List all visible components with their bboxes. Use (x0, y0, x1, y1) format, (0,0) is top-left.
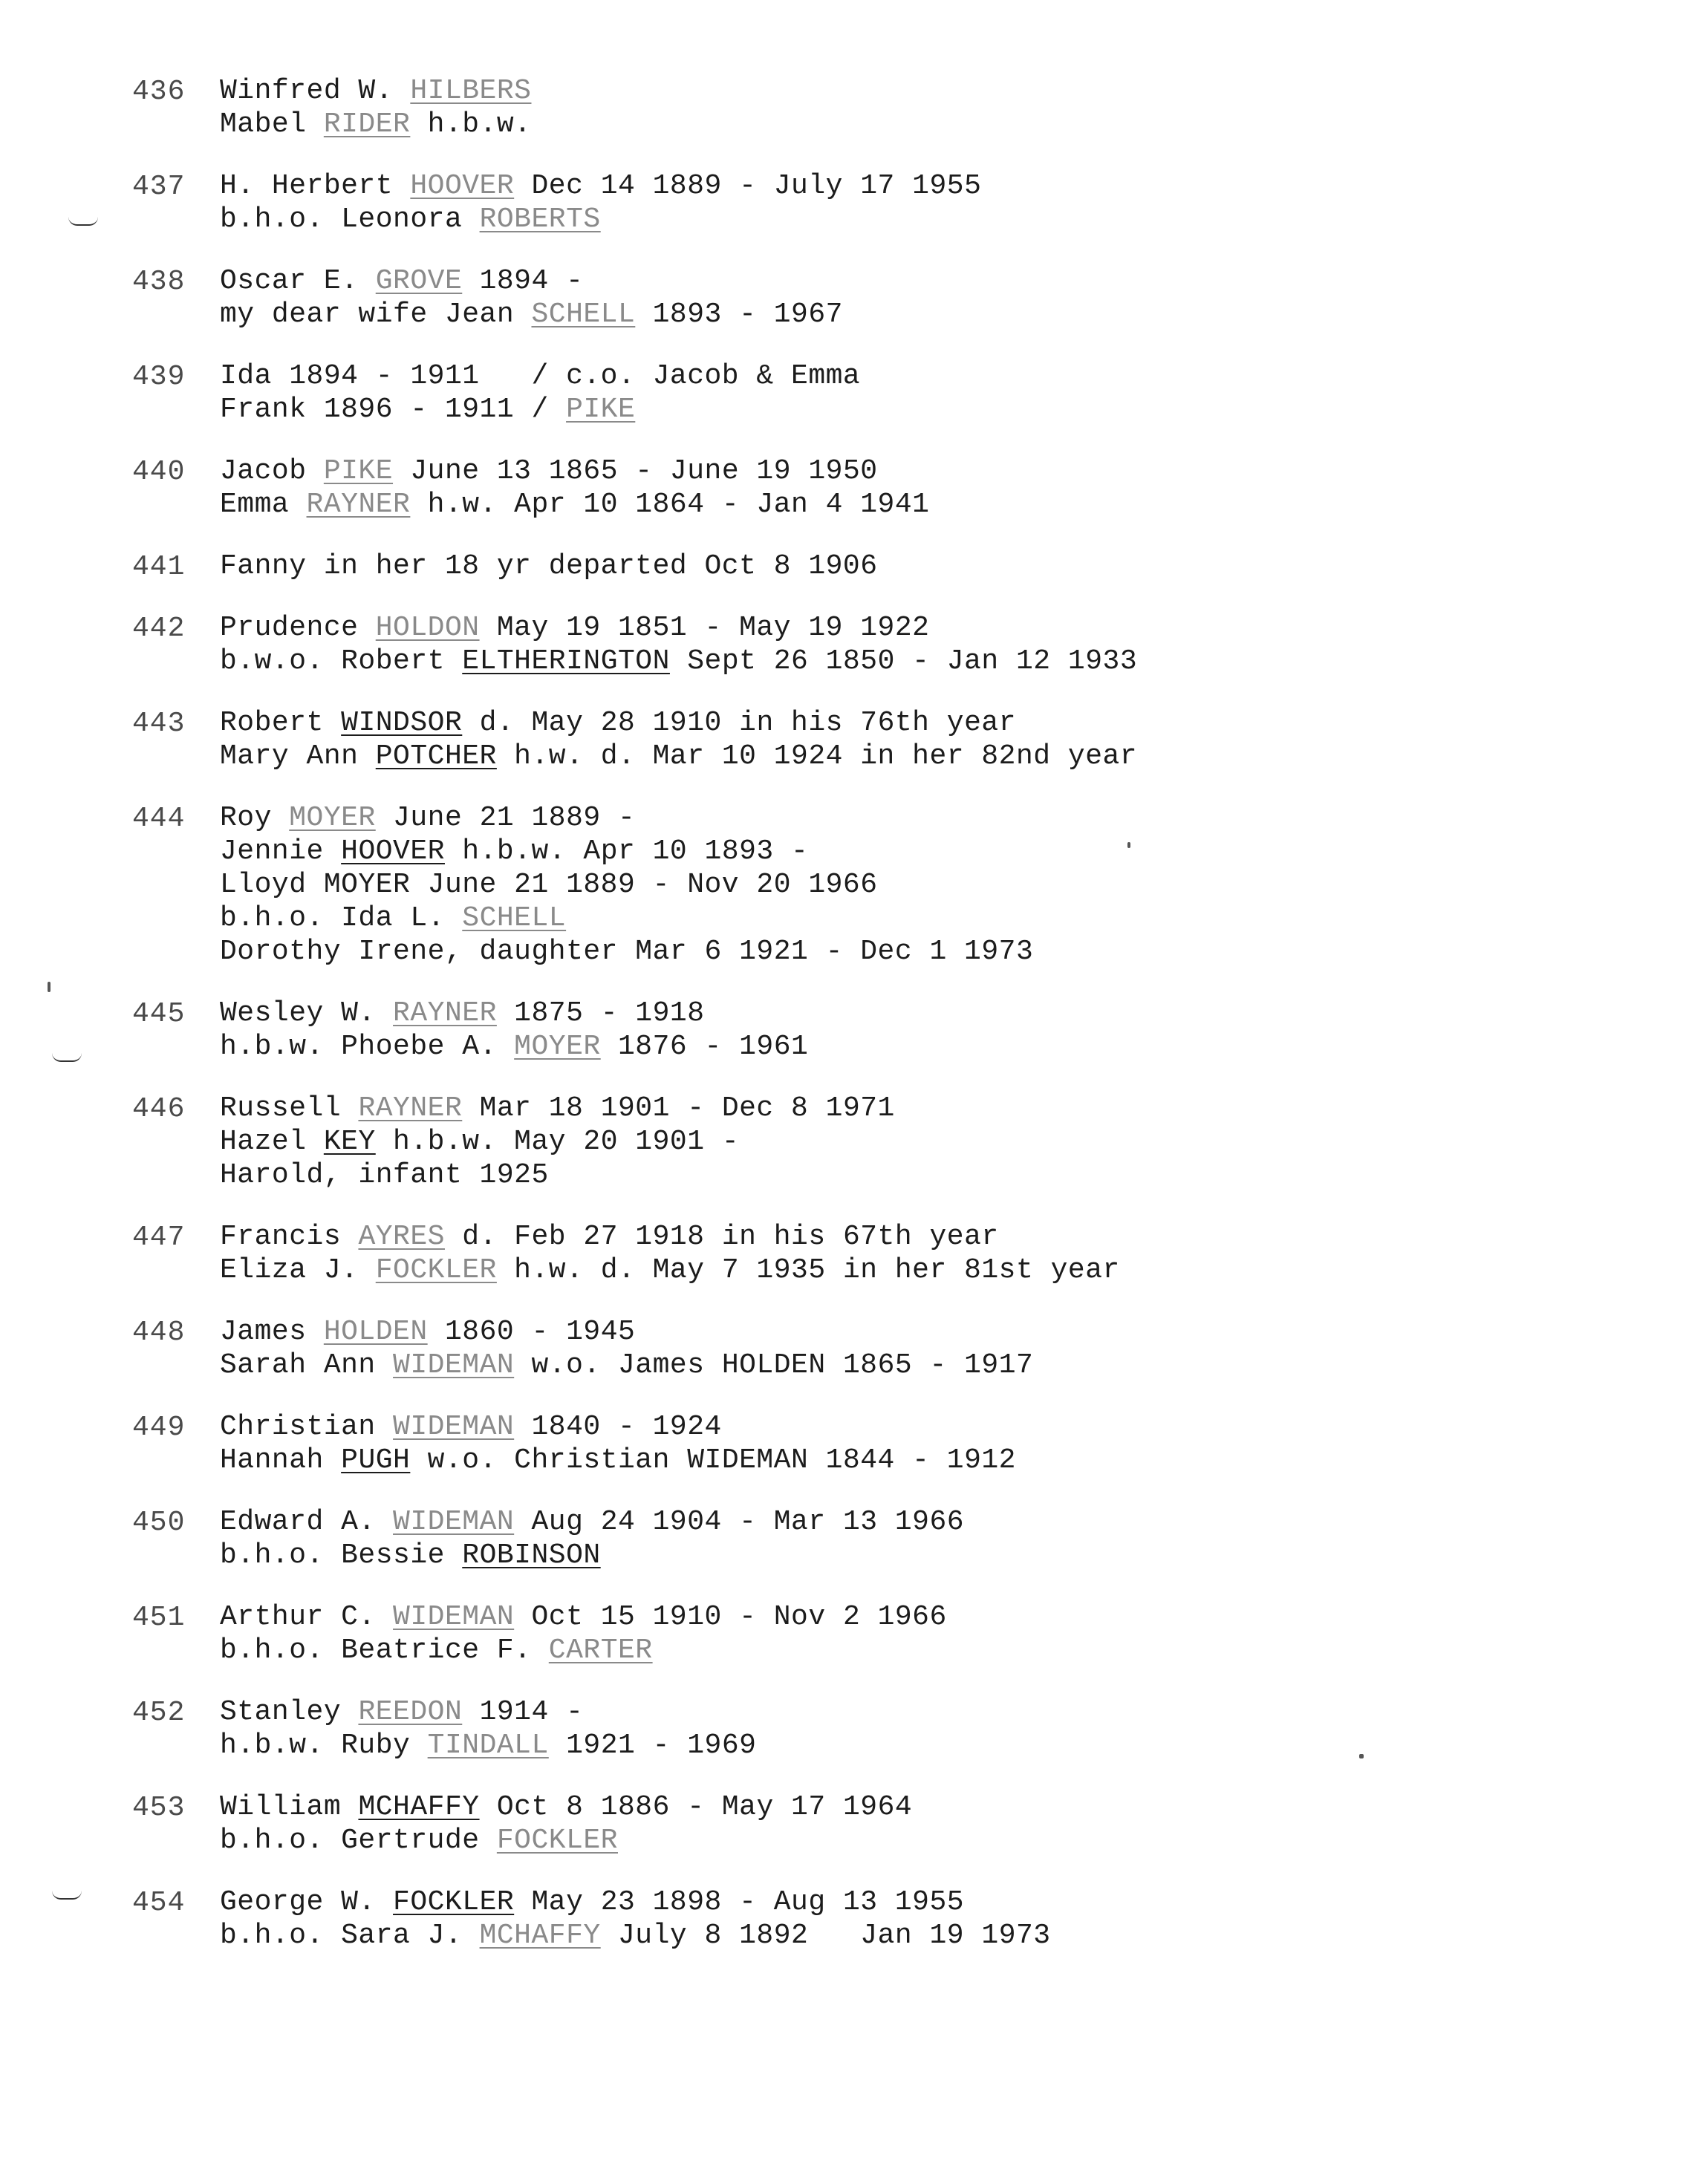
surname: WIDEMAN (393, 1411, 515, 1443)
record-entry (132, 264, 1543, 331)
record-text: b.h.o. Bessie (220, 1539, 463, 1571)
record-text: Eliza J. (220, 1254, 376, 1286)
surname: MCHAFFY (479, 1920, 601, 1952)
record-text: May 23 1898 - Aug 13 1955 (514, 1886, 965, 1918)
record-text: Oct 8 1886 - May 17 1964 (479, 1791, 913, 1823)
record-line (220, 1790, 1543, 1824)
record-text: Emma (220, 489, 307, 521)
record-line (220, 645, 1543, 678)
surname: MOYER (289, 802, 376, 834)
surname: SCHELL (462, 902, 567, 934)
record-text: 1894 - (462, 265, 584, 297)
record-text: b.h.o. Ida L. (220, 902, 463, 934)
surname: HILBERS (410, 75, 532, 107)
record-line (220, 868, 1543, 902)
record-entry (132, 1410, 1543, 1477)
record-text: Jacob (220, 455, 324, 487)
record-line (220, 1539, 1543, 1572)
record-entry (132, 706, 1543, 773)
margin-check-mark (52, 1891, 82, 1900)
record-lines (220, 550, 1543, 583)
record-line (220, 997, 1543, 1030)
record-number: 450 (132, 1507, 186, 1539)
record-text: h.b.w. Apr 10 1893 - (444, 835, 809, 867)
record-line (220, 706, 1543, 740)
record-text: d. May 28 1910 in his 76th year (462, 707, 1016, 739)
record-text: b.h.o. Gertrude (220, 1825, 497, 1857)
record-line (220, 1729, 1543, 1762)
record-text: Frank 1896 - 1911 / (220, 394, 567, 426)
record-text: Arthur C. (220, 1601, 394, 1633)
record-text: Oscar E. (220, 265, 376, 297)
record-lines (220, 169, 1543, 236)
record-lines (220, 611, 1543, 678)
record-text: Francis (220, 1221, 359, 1253)
surname: AYRES (358, 1221, 445, 1253)
record-line (220, 1315, 1543, 1349)
record-entry (132, 550, 1543, 583)
record-line (220, 1030, 1543, 1063)
record-text: h.w. d. Mar 10 1924 in her 82nd year (496, 740, 1138, 772)
surname: RAYNER (393, 997, 497, 1029)
surname: MOYER (514, 1031, 601, 1063)
record-text: h.b.w. (410, 108, 532, 140)
record-entry (132, 1315, 1543, 1382)
surname: HOOVER (410, 170, 515, 202)
record-line (220, 74, 1543, 108)
record-entry (132, 997, 1543, 1063)
record-text: Sept 26 1850 - Jan 12 1933 (669, 645, 1138, 677)
record-text: Hannah (220, 1444, 342, 1476)
surname: HOLDON (375, 612, 480, 644)
record-line (220, 1410, 1543, 1444)
record-text: b.h.o. Sara J. (220, 1920, 480, 1952)
record-text: h.w. Apr 10 1864 - Jan 4 1941 (410, 489, 930, 521)
surname: CARTER (548, 1634, 653, 1666)
margin-tick (1127, 842, 1130, 848)
surname: KEY (323, 1126, 376, 1158)
record-text: Prudence (220, 612, 376, 644)
record-number: 453 (132, 1792, 186, 1824)
record-text: Dec 14 1889 - July 17 1955 (514, 170, 982, 202)
record-line (220, 1125, 1543, 1158)
record-text: Dorothy Irene, daughter Mar 6 1921 - Dec 1 1973 (220, 936, 1034, 968)
record-line (220, 1505, 1543, 1539)
record-text: Sarah Ann (220, 1349, 394, 1381)
record-number: 449 (132, 1412, 186, 1444)
record-lines (220, 1505, 1543, 1572)
record-lines (220, 454, 1543, 521)
record-lines (220, 359, 1543, 426)
record-lines (220, 997, 1543, 1063)
record-lines (220, 801, 1543, 968)
surname: TINDALL (427, 1730, 549, 1761)
record-text: w.o. James HOLDEN 1865 - 1917 (514, 1349, 1034, 1381)
record-text: h.b.w. May 20 1901 - (375, 1126, 740, 1158)
record-lines (220, 1790, 1543, 1857)
record-lines (220, 1092, 1543, 1192)
record-lines (220, 706, 1543, 773)
record-lines (220, 1695, 1543, 1762)
record-line (220, 1919, 1543, 1952)
record-text: George W. (220, 1886, 394, 1918)
record-line (220, 169, 1543, 203)
margin-tick (1359, 1754, 1364, 1758)
surname: SCHELL (531, 299, 636, 330)
record-text: h.w. d. May 7 1935 in her 81st year (496, 1254, 1120, 1286)
record-entry (132, 1600, 1543, 1667)
record-text: Roy (220, 802, 290, 834)
record-text: Lloyd MOYER June 21 1889 - Nov 20 1966 (220, 869, 878, 901)
record-lines (220, 1600, 1543, 1667)
margin-check-mark (68, 217, 98, 226)
record-number: 436 (132, 76, 186, 108)
record-text: James (220, 1316, 324, 1348)
record-line (220, 393, 1543, 426)
surname: FOCKLER (375, 1254, 497, 1286)
surname: WIDEMAN (393, 1506, 515, 1538)
record-number: 441 (132, 551, 186, 583)
surname: HOLDEN (323, 1316, 428, 1348)
record-text: Edward A. (220, 1506, 394, 1538)
record-line (220, 108, 1543, 141)
record-entry (132, 1885, 1543, 1952)
record-entry (132, 1220, 1543, 1287)
record-line (220, 835, 1543, 868)
surname: RIDER (323, 108, 411, 140)
record-text: w.o. Christian WIDEMAN 1844 - 1912 (410, 1444, 1016, 1476)
record-text: Winfred W. (220, 75, 411, 107)
record-number: 445 (132, 998, 186, 1030)
record-text: my dear wife Jean (220, 299, 532, 330)
record-text: 1860 - 1945 (427, 1316, 636, 1348)
record-text: Mary Ann (220, 740, 376, 772)
record-text: Jennie (220, 835, 342, 867)
record-line (220, 1158, 1543, 1192)
record-entry (132, 359, 1543, 426)
record-lines (220, 1885, 1543, 1952)
record-entry (132, 1695, 1543, 1762)
record-line (220, 1885, 1543, 1919)
record-number: 442 (132, 613, 186, 645)
record-number: 438 (132, 266, 186, 298)
record-text: H. Herbert (220, 170, 411, 202)
record-text: Harold, infant 1925 (220, 1159, 549, 1191)
record-line (220, 611, 1543, 645)
surname: ROBINSON (462, 1539, 601, 1571)
surname: RAYNER (358, 1092, 463, 1124)
record-number: 444 (132, 803, 186, 835)
surname: GROVE (375, 265, 463, 297)
record-text: h.b.w. Ruby (220, 1730, 428, 1761)
record-entry (132, 169, 1543, 236)
record-entry (132, 1092, 1543, 1192)
record-text: Oct 15 1910 - Nov 2 1966 (514, 1601, 947, 1633)
record-line (220, 1600, 1543, 1634)
record-line (220, 935, 1543, 968)
surname: PIKE (566, 394, 636, 426)
surname: WIDEMAN (393, 1601, 515, 1633)
record-lines (220, 1410, 1543, 1477)
record-text: 1875 - 1918 (496, 997, 705, 1029)
surname: MCHAFFY (358, 1791, 480, 1823)
surname: PUGH (341, 1444, 411, 1476)
record-line (220, 1634, 1543, 1667)
record-line (220, 550, 1543, 583)
margin-check-mark (52, 1053, 82, 1062)
record-lines (220, 264, 1543, 331)
record-text: 1921 - 1969 (548, 1730, 757, 1761)
record-entry (132, 611, 1543, 678)
record-number: 454 (132, 1887, 186, 1919)
record-number: 439 (132, 361, 186, 393)
record-line (220, 298, 1543, 331)
record-text: 1914 - (462, 1696, 584, 1728)
record-line (220, 1349, 1543, 1382)
record-text: Aug 24 1904 - Mar 13 1966 (514, 1506, 965, 1538)
record-line (220, 1695, 1543, 1729)
record-text: July 8 1892 Jan 19 1973 (600, 1920, 1051, 1952)
record-line (220, 1444, 1543, 1477)
record-text: June 21 1889 - (375, 802, 636, 834)
surname: HOOVER (341, 835, 445, 867)
record-entry (132, 1505, 1543, 1572)
record-text: Christian (220, 1411, 394, 1443)
surname: WIDEMAN (393, 1349, 515, 1381)
record-number: 440 (132, 456, 186, 488)
record-line (220, 1092, 1543, 1125)
record-lines (220, 74, 1543, 141)
record-lines (220, 1315, 1543, 1382)
record-entry (132, 74, 1543, 141)
record-number: 443 (132, 708, 186, 740)
surname: ELTHERINGTON (462, 645, 670, 677)
record-line (220, 902, 1543, 935)
record-text: May 19 1851 - May 19 1922 (479, 612, 930, 644)
record-line (220, 1254, 1543, 1287)
record-number: 448 (132, 1317, 186, 1349)
record-text: b.h.o. Beatrice F. (220, 1634, 549, 1666)
record-text: 1893 - 1967 (635, 299, 843, 330)
record-line (220, 359, 1543, 393)
record-line (220, 488, 1543, 521)
surname: PIKE (323, 455, 394, 487)
record-number: 452 (132, 1697, 186, 1729)
record-text: Mar 18 1901 - Dec 8 1971 (462, 1092, 895, 1124)
record-lines (220, 1220, 1543, 1287)
record-text: 1876 - 1961 (600, 1031, 809, 1063)
surname: REEDON (358, 1696, 463, 1728)
record-entry (132, 1790, 1543, 1857)
surname: FOCKLER (496, 1825, 618, 1857)
surname: FOCKLER (393, 1886, 515, 1918)
record-line (220, 264, 1543, 298)
record-text: d. Feb 27 1918 in his 67th year (444, 1221, 999, 1253)
record-number: 437 (132, 171, 186, 203)
record-text: June 13 1865 - June 19 1950 (393, 455, 878, 487)
record-number: 447 (132, 1222, 186, 1254)
burial-record-list (132, 74, 1543, 1981)
record-text: Hazel (220, 1126, 324, 1158)
margin-tick (48, 982, 51, 992)
record-text: b.w.o. Robert (220, 645, 463, 677)
record-line (220, 203, 1543, 236)
record-text: Stanley (220, 1696, 359, 1728)
record-text: h.b.w. Phoebe A. (220, 1031, 515, 1063)
record-line (220, 1824, 1543, 1857)
record-line (220, 801, 1543, 835)
record-entry (132, 454, 1543, 521)
record-line (220, 740, 1543, 773)
record-text: Mabel (220, 108, 324, 140)
record-text: Russell (220, 1092, 359, 1124)
record-number: 446 (132, 1093, 186, 1125)
surname: RAYNER (306, 489, 411, 521)
record-text: William (220, 1791, 359, 1823)
record-number: 451 (132, 1602, 186, 1634)
record-entry (132, 801, 1543, 968)
surname: POTCHER (375, 740, 497, 772)
record-line (220, 1220, 1543, 1254)
record-text: Fanny in her 18 yr departed Oct 8 1906 (220, 550, 878, 582)
surname: WINDSOR (341, 707, 463, 739)
record-text: Robert (220, 707, 342, 739)
record-text: Wesley W. (220, 997, 394, 1029)
record-text: b.h.o. Leonora (220, 203, 480, 235)
surname: ROBERTS (479, 203, 601, 235)
record-line (220, 454, 1543, 488)
record-text: 1840 - 1924 (514, 1411, 722, 1443)
record-text: Ida 1894 - 1911 / c.o. Jacob & Emma (220, 360, 861, 392)
